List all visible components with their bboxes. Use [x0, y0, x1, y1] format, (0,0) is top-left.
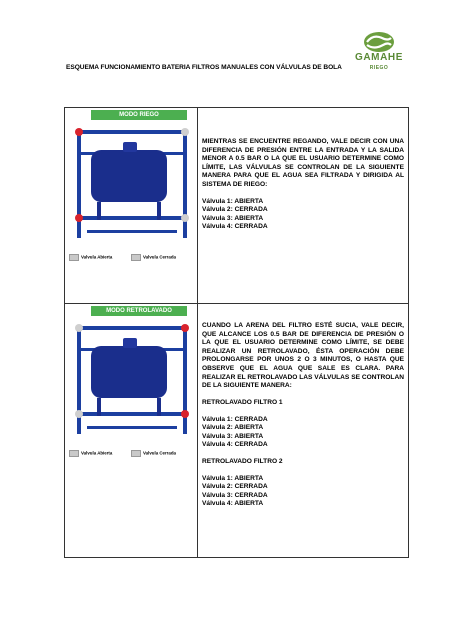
valve-modes-table [64, 107, 409, 558]
retrolavado-text [202, 322, 404, 508]
filter1-heading: RETROLAVADO FILTRO 1 [202, 399, 283, 407]
valve-status-line: Válvula 1: CERRADA [202, 415, 268, 423]
filter-diagram [67, 122, 195, 262]
logo-name: GAMAHE [354, 52, 404, 63]
valve-closed-icon [131, 450, 141, 457]
legend-closed [131, 450, 176, 457]
riego-text [202, 138, 404, 232]
valve-status-line: Válvula 2: CERRADA [202, 206, 268, 214]
valve-status-line: Válvula 3: ABIERTA [202, 214, 264, 222]
logo-emblem-icon [346, 30, 412, 54]
valve-status-line: Válvula 2: CERRADA [202, 483, 268, 491]
company-logo [346, 30, 412, 82]
legend-closed-label: Valvula Cerrada [143, 254, 176, 260]
riego-description: MIENTRAS SE ENCUENTRE REGANDO, VALE DECIR CON UNA DIFERENCIA DE PRESIÓN ENTRE LA ENTRADA Y LA SALIDA MENOR A 0.5 BAR O LA QUE EL USUARIO DETERMINE COMO LÍMITE, LAS VÁLVULAS SE CONTROLAN DE LA SIGUIENTE MANERA PARA QUE EL AGUA SEA FILTRADA Y DIRIGIDA AL SISTEMA DE RIEGO: [202, 138, 404, 188]
logo-subtitle: RIEGO [369, 65, 389, 71]
text-cell [198, 108, 409, 304]
filter2-heading: RETROLAVADO FILTRO 2 [202, 457, 283, 465]
document-title: ESQUEMA FUNCIONAMIENTO BATERIA FILTROS MANUALES CON VÁLVULAS DE BOLA [66, 64, 342, 71]
valve-closed-icon [181, 324, 189, 332]
valve-open-icon [75, 324, 83, 332]
legend-open [69, 450, 112, 457]
text-cell [198, 304, 409, 558]
diagram-cell [65, 108, 198, 304]
valve-open-icon [75, 410, 83, 418]
table-row [65, 304, 409, 558]
valve-closed-icon [75, 214, 83, 222]
filter-diagram [67, 318, 195, 458]
valve-status-line: Válvula 4: ABIERTA [202, 499, 264, 507]
valve-closed-icon [131, 254, 141, 261]
valve-status-line: Válvula 3: CERRADA [202, 491, 268, 499]
retrolavado-description: CUANDO LA ARENA DEL FILTRO ESTÉ SUCIA, VALE DECIR, QUE ALCANCE LOS 0.5 BAR DE DIFERENCIA DE PRESIÓN O LA QUE EL USUARIO DETERMINE COMO LÍMITE, SE DEBE REALIZAR UN RETROLAVADO, ÉSTA OPERACIÓN DEBE PROLONGARSE POR UNOS 2 O 3 MINUTOS, O HASTA QUE OBSERVE QUE EL AGUA QUE SALE ES CLARA. PARA REALIZAR EL RETROLAVADO LAS VÁLVULAS SE CONTROLAN DE LA SIGUIENTE MANERA: [202, 322, 404, 390]
valve-status-line: Válvula 3: ABIERTA [202, 432, 264, 440]
valve-open-icon [69, 254, 79, 261]
mode-label-retrolavado: MODO RETROLAVADO [91, 306, 187, 316]
legend-open-label: Valvula Abierta [81, 254, 113, 260]
legend-open-label: Valvula Abierta [81, 450, 113, 456]
mode-label-riego: MODO RIEGO [91, 110, 187, 120]
legend-closed-label: Valvula Cerrada [143, 450, 176, 456]
legend-closed [131, 254, 176, 261]
valve-status-line: Válvula 1: ABIERTA [202, 474, 264, 482]
valve-legend [69, 450, 193, 462]
diagram-cell [65, 304, 198, 558]
valve-status-line: Válvula 1: ABIERTA [202, 197, 264, 205]
legend-open [69, 254, 112, 261]
valve-closed-icon [75, 128, 83, 136]
valve-open-icon [181, 214, 189, 222]
valve-status-line: Válvula 4: CERRADA [202, 441, 268, 449]
valve-open-icon [69, 450, 79, 457]
table-row [65, 108, 409, 304]
valve-status-line: Válvula 2: ABIERTA [202, 424, 264, 432]
valve-legend [69, 254, 193, 266]
valve-closed-icon [181, 410, 189, 418]
valve-status-line: Válvula 4: CERRADA [202, 223, 268, 231]
valve-open-icon [181, 128, 189, 136]
